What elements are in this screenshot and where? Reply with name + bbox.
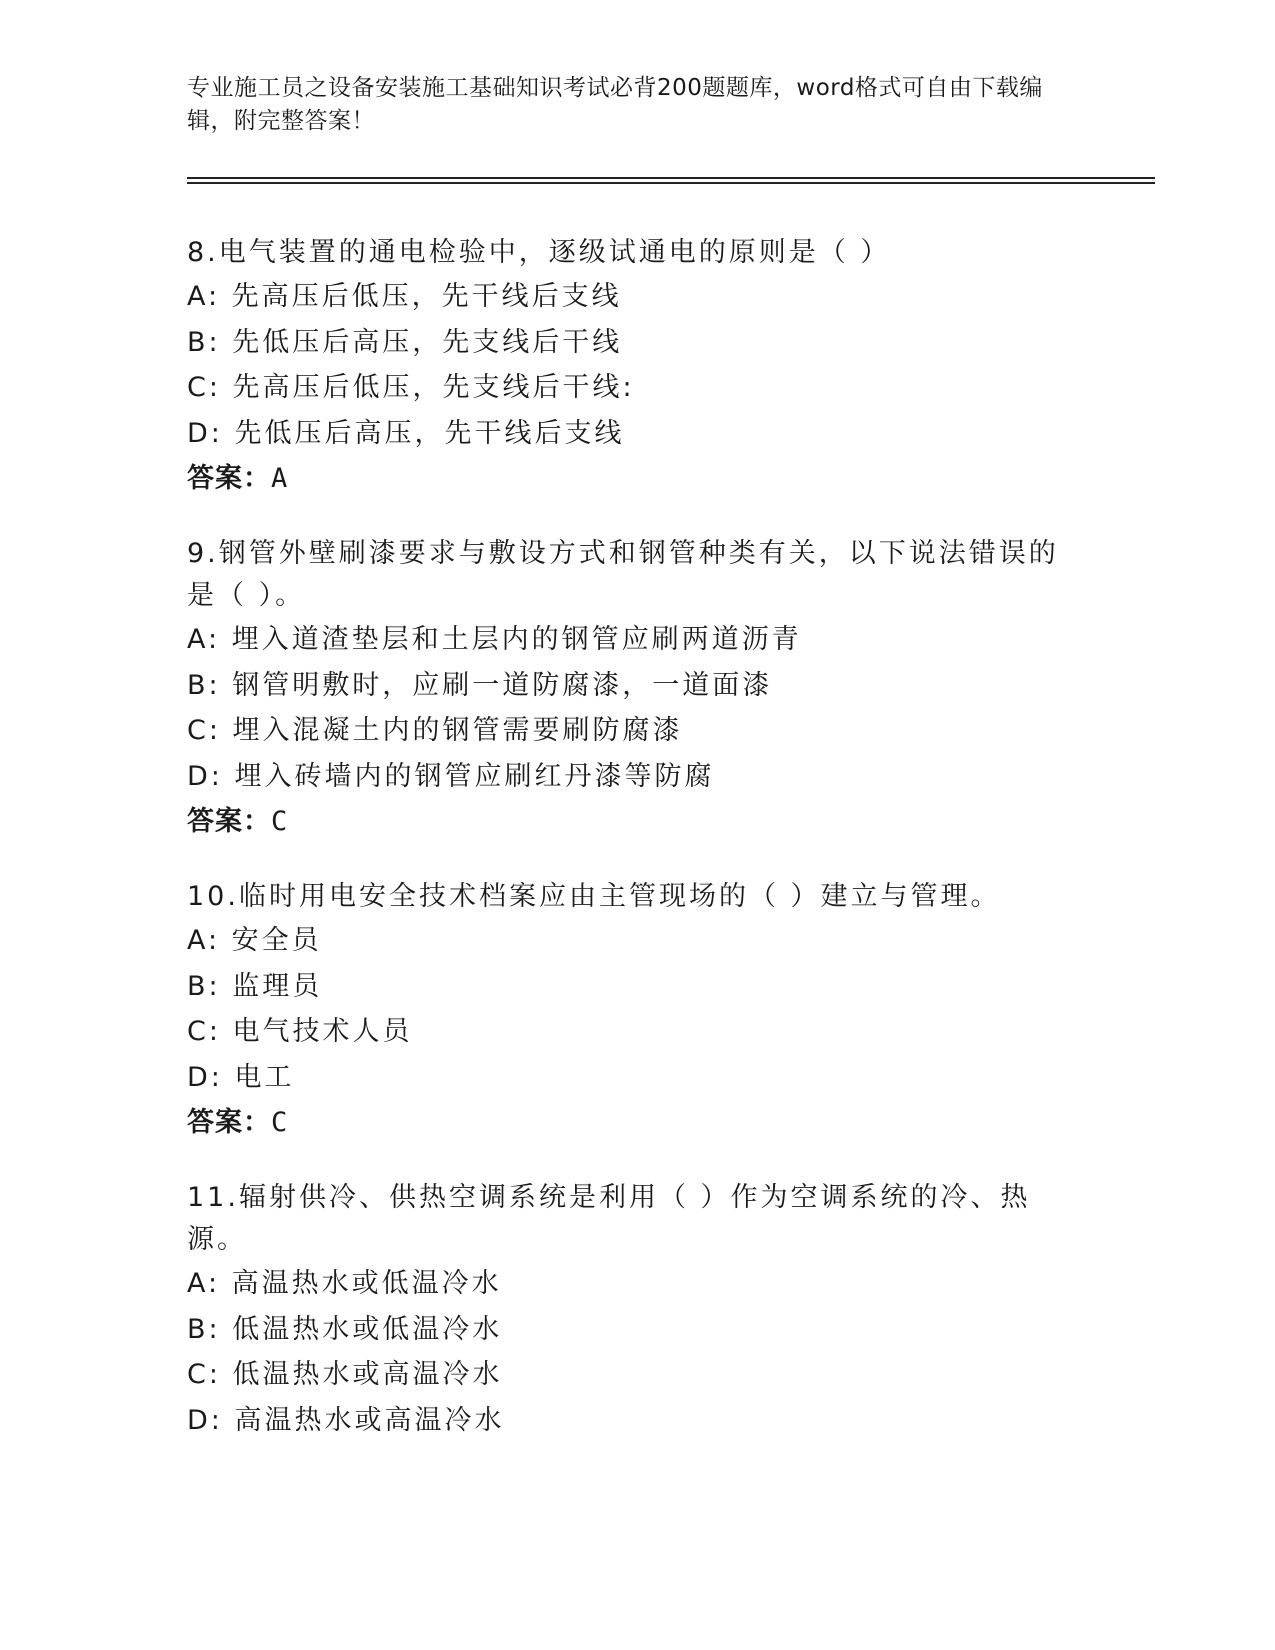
option-d: D: 电工: [187, 1061, 295, 1093]
answer-label: 答案：: [187, 1107, 271, 1138]
question-stem: 11.辐射供冷、供热空调系统是利用（ ）作为空调系统的冷、热源。: [187, 1182, 1031, 1255]
answer-line: [187, 799, 1067, 844]
option-c: C: 埋入混凝土内的钢管需要刷防腐漆: [187, 715, 683, 746]
question-list: [187, 232, 1067, 1475]
option-d: D: 埋入砖墙内的钢管应刷红丹漆等防腐: [187, 760, 715, 792]
option-b: B: 钢管明敷时，应刷一道防腐漆，一道面漆: [187, 669, 773, 701]
option-c: C: 先高压后低压，先支线后干线:: [187, 372, 635, 403]
answer-label: 答案：: [187, 463, 271, 494]
answer-value: C: [271, 806, 289, 837]
option-a: A: 埋入道渣垫层和土层内的钢管应刷两道沥青: [187, 624, 802, 655]
option-b: B: 监理员: [187, 970, 323, 1002]
option-d: D: 高温热水或高温冷水: [187, 1404, 505, 1436]
answer-value: A: [271, 463, 289, 494]
option-c: C: 电气技术人员: [187, 1016, 413, 1047]
answer-label: 答案：: [187, 806, 271, 837]
header-rule-bottom: [187, 182, 1155, 184]
question-11: [187, 1177, 1067, 1443]
option-a: A: 先高压后低压，先干线后支线: [187, 281, 622, 312]
answer-line: [187, 1100, 1067, 1145]
question-stem: 10.临时用电安全技术档案应由主管现场的（ ）建立与管理。: [187, 881, 1001, 912]
header-rule-top: [187, 177, 1155, 179]
question-10: [187, 876, 1067, 1145]
option-c: C: 低温热水或高温冷水: [187, 1359, 503, 1390]
document-header: 专业施工员之设备安装施工基础知识考试必背200题题库，word格式可自由下载编辑，附完整答案！: [187, 75, 1043, 134]
option-d: D: 先低压后高压，先干线后支线: [187, 417, 625, 449]
option-a: A: 高温热水或低温冷水: [187, 1268, 502, 1299]
question-stem: 8.电气装置的通电检验中，逐级试通电的原则是（ ）: [187, 237, 891, 268]
option-b: B: 低温热水或低温冷水: [187, 1313, 503, 1345]
answer-value: C: [271, 1107, 289, 1138]
question-stem: 9.钢管外壁刷漆要求与敷设方式和钢管种类有关，以下说法错误的是（ ）。: [187, 538, 1059, 611]
answer-line: [187, 456, 1067, 501]
option-a: A: 安全员: [187, 925, 322, 956]
question-8: [187, 232, 1067, 501]
option-b: B: 先低压后高压，先支线后干线: [187, 326, 623, 358]
question-9: [187, 533, 1067, 844]
